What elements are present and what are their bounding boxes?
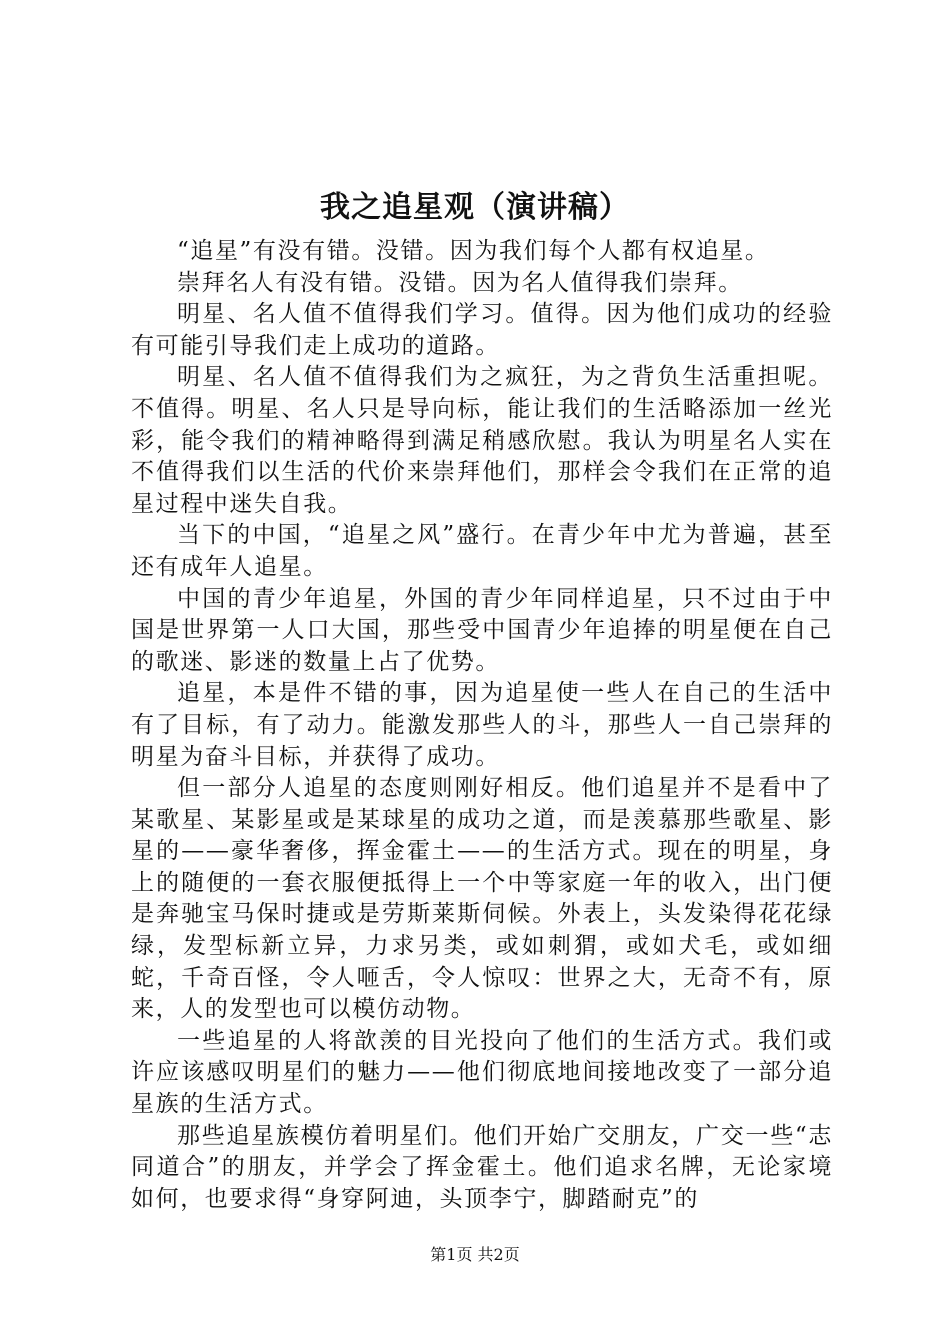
paragraph: 追星，本是件不错的事，因为追星使一些人在自己的生活中有了目标，有了动力。能激发那些人的斗，那些人一自己崇拜的明星为奋斗目标，并获得了成功。 xyxy=(131,680,833,770)
document-body xyxy=(131,236,833,1215)
paragraph: “追星”有没有错。没错。因为我们每个人都有权追星。 xyxy=(177,238,770,264)
paragraph: 当下的中国，“追星之风”盛行。在青少年中尤为普遍，甚至还有成年人追星。 xyxy=(131,522,833,580)
page-number-footer: 第1页 共2页 xyxy=(430,1245,520,1264)
paragraph: 那些追星族模仿着明星们。他们开始广交朋友，广交一些“志同道合”的朋友，并学会了挥金霍土。他们追求名牌，无论家境如何，也要求得“身穿阿迪，头顶李宁，脚踏耐克”的 xyxy=(131,1122,833,1212)
paragraph: 明星、名人值不值得我们学习。值得。因为他们成功的经验有可能引导我们走上成功的道路。 xyxy=(131,301,833,359)
paragraph: 崇拜名人有没有错。没错。因为名人值得我们崇拜。 xyxy=(177,269,743,296)
paragraph: 但一部分人追星的态度则刚好相反。他们追星并不是看中了某歌星、某影星或是某球星的成功之道，而是羡慕那些歌星、影星的——豪华奢侈，挥金霍土——的生活方式。现在的明星，身上的随便的一套衣服便抵得上一个中等家庭一年的收入，出门便是奔驰宝马保时捷或是劳斯莱斯伺候。外表上，头发染得花花绿绿，发型标新立异，力求另类，或如刺猬，或如犬毛，或如细蛇，千奇百怪，令人咂舌，令人惊叹：世界之大，无奇不有，原来，人的发型也可以模仿动物。 xyxy=(131,775,833,1023)
paragraph: 一些追星的人将歆羡的目光投向了他们的生活方式。我们或许应该感叹明星们的魅力——他们彻底地间接地改变了一部分追星族的生活方式。 xyxy=(131,1027,833,1118)
paragraph: 中国的青少年追星，外国的青少年同样追星，只不过由于中国是世界第一人口大国，那些受中国青少年追捧的明星便在自己的歌迷、影迷的数量上占了优势。 xyxy=(131,585,833,675)
document-title: 我之追星观（演讲稿） xyxy=(320,190,630,225)
paragraph: 明星、名人值不值得我们为之疯狂，为之背负生活重担呢。不值得。明星、名人只是导向标，能让我们的生活略添加一丝光彩，能令我们的精神略得到满足稍感欣慰。我认为明星名人实在不值得我们以生活的代价来崇拜他们，那样会令我们在正常的追星过程中迷失自我。 xyxy=(131,364,833,517)
